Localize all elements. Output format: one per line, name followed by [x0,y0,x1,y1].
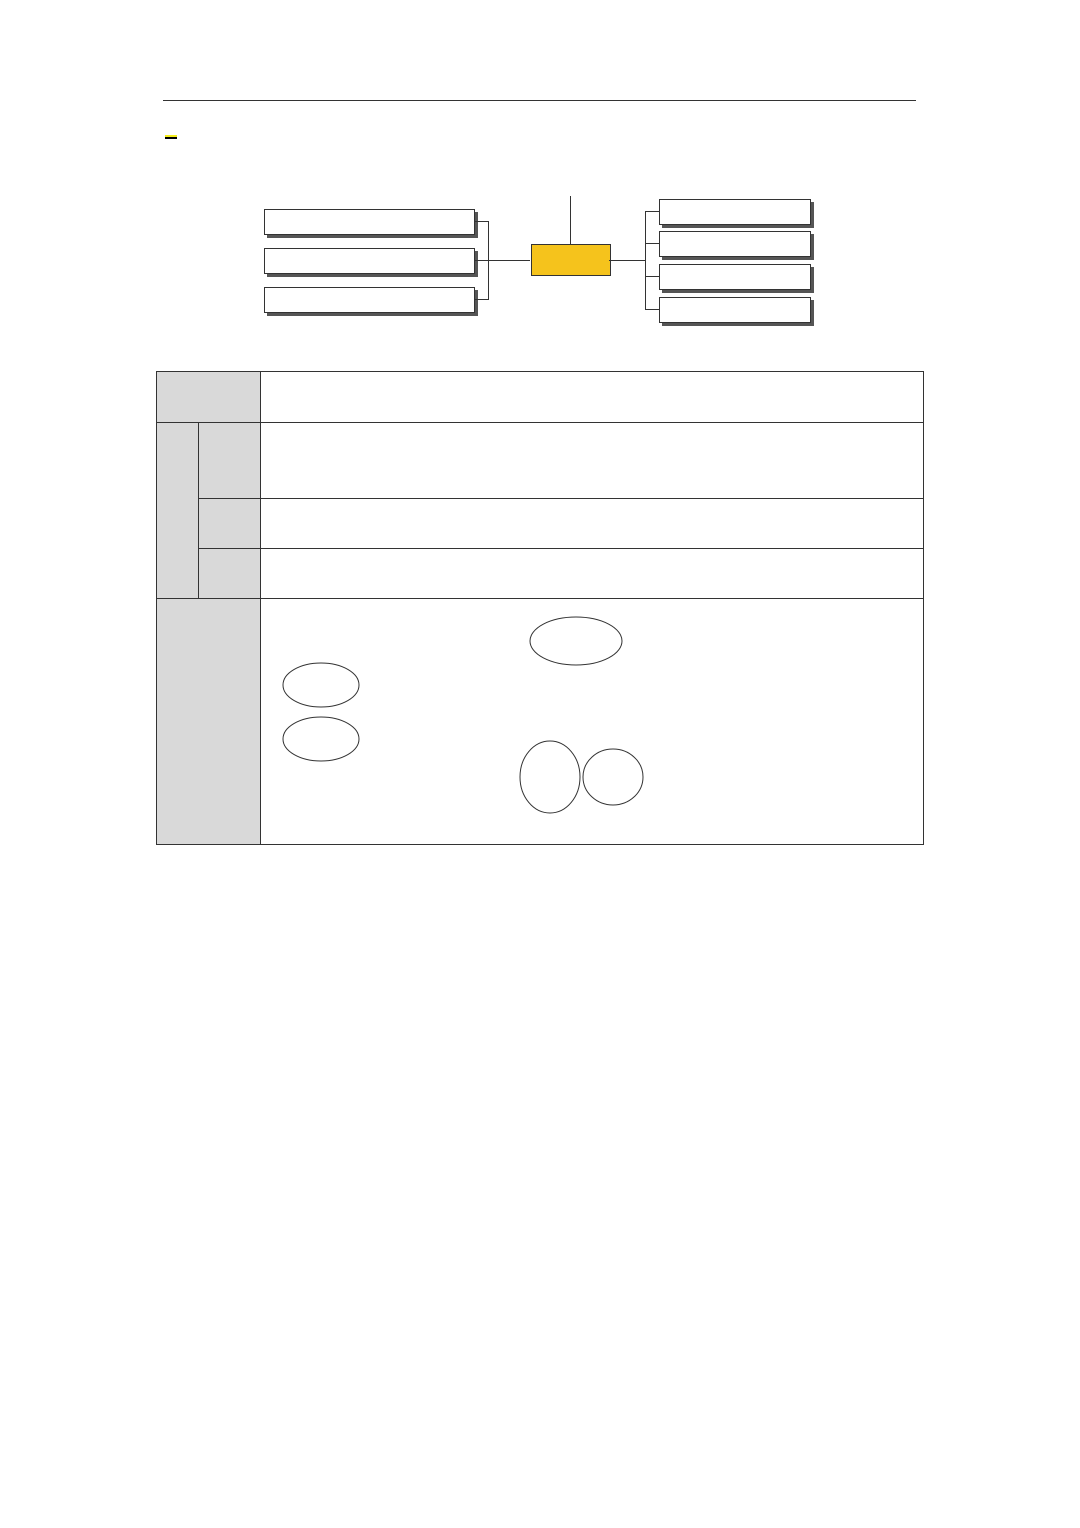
impact-diagram [261,599,921,843]
reason-box-2 [264,248,475,274]
table-row [157,499,924,549]
table-row [157,423,924,499]
connector [474,299,488,300]
route-name [199,499,261,549]
south-north-table [156,371,924,845]
connector [609,260,645,261]
route-label [157,423,199,599]
connector [645,276,659,277]
route-detail [261,423,924,499]
connector [645,309,659,310]
table-row [157,599,924,845]
connector [488,260,530,261]
ellipse-node [283,717,359,761]
route-name [199,423,261,499]
west-gas-center [531,244,611,276]
connector [474,260,488,261]
connector [645,243,659,244]
ellipse-node [283,663,359,707]
ellipse-node [530,617,622,665]
table-row [157,372,924,423]
header-rule [163,100,916,101]
ellipse-node [520,741,580,813]
reason-box-3 [264,287,475,313]
connector [645,211,646,309]
route-detail [261,499,924,549]
impact-label [157,599,261,845]
connector [645,211,659,212]
table-row [157,549,924,599]
section-title [165,135,177,139]
impact-box-3 [659,264,811,290]
impact-box-2 [659,231,811,257]
reason-box-1 [264,209,475,235]
route-detail [261,549,924,599]
connector [570,196,571,244]
reason-text [261,372,924,423]
impact-box-1 [659,199,811,225]
connector [474,221,488,222]
ellipse-node [583,749,643,805]
route-name [199,549,261,599]
impact-diagram-cell [261,599,924,845]
impact-box-4 [659,297,811,323]
reason-label [157,372,261,423]
